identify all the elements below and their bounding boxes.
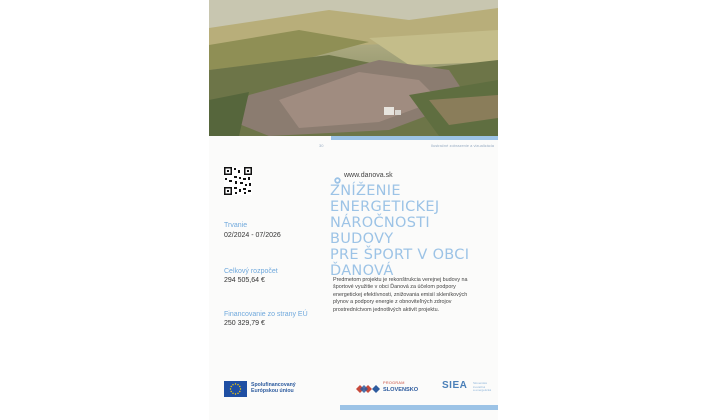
siea-sub-line: a energetická (473, 388, 492, 393)
eu-line1: Spolufinancovaný (251, 382, 296, 388)
globe-icon (334, 171, 341, 178)
accent-stripe (331, 136, 498, 140)
siea-sub-line: Slovenská (473, 381, 487, 385)
photo-caption: Ilustračné zobrazenie a vizualizácia (431, 143, 494, 148)
title-line: ĎANOVÁ (330, 263, 394, 279)
budget-value: 294 505,64 € (224, 277, 265, 284)
eu-funding-label: Financovanie zo strany EÚ (224, 311, 308, 318)
siea-sub-line: inovačná (473, 384, 486, 389)
title-line: ENERGETICKEJ (330, 199, 440, 215)
website-link[interactable]: www.danova.sk (344, 172, 393, 179)
eu-line2: Európskou úniou (251, 388, 294, 395)
siea-subtitle (473, 382, 491, 393)
program-label: PROGRAM (383, 381, 405, 385)
project-description: Predmetom projektu je rekonštrukcia verejnej budovy na športové využitie v obci Ďanová za účelom podpory energetickej efektívnosti, znižovania emisií skleníkových plynov a podpory energie z obnoviteľných zdrojov prostredníctvom jednotlivých aktivít projektu. (333, 277, 468, 313)
photo-caption-number: 30 (319, 143, 324, 148)
project-poster (209, 0, 498, 420)
eu-funding-value: 250 329,79 € (224, 320, 265, 327)
budget-label: Celkový rozpočet (224, 268, 278, 275)
qr-code[interactable] (224, 167, 252, 195)
project-title (330, 183, 490, 279)
title-line: NÁROČNOSTI BUDOVY (330, 215, 430, 247)
duration-value: 02/2024 - 07/2026 (224, 232, 281, 239)
duration-label: Trvanie (224, 222, 248, 229)
bottom-accent-stripe (340, 405, 498, 410)
title-line: ZNÍŽENIE (330, 183, 401, 199)
program-slovensko-logo (356, 382, 380, 394)
eu-cofunded-text (251, 382, 296, 395)
title-line: PRE ŠPORT V OBCI (330, 247, 470, 263)
aerial-village-photo (209, 0, 498, 136)
slovensko-label: SLOVENSKO (383, 387, 419, 393)
siea-logo: SIEA (442, 380, 468, 391)
eu-flag-logo (224, 381, 247, 397)
